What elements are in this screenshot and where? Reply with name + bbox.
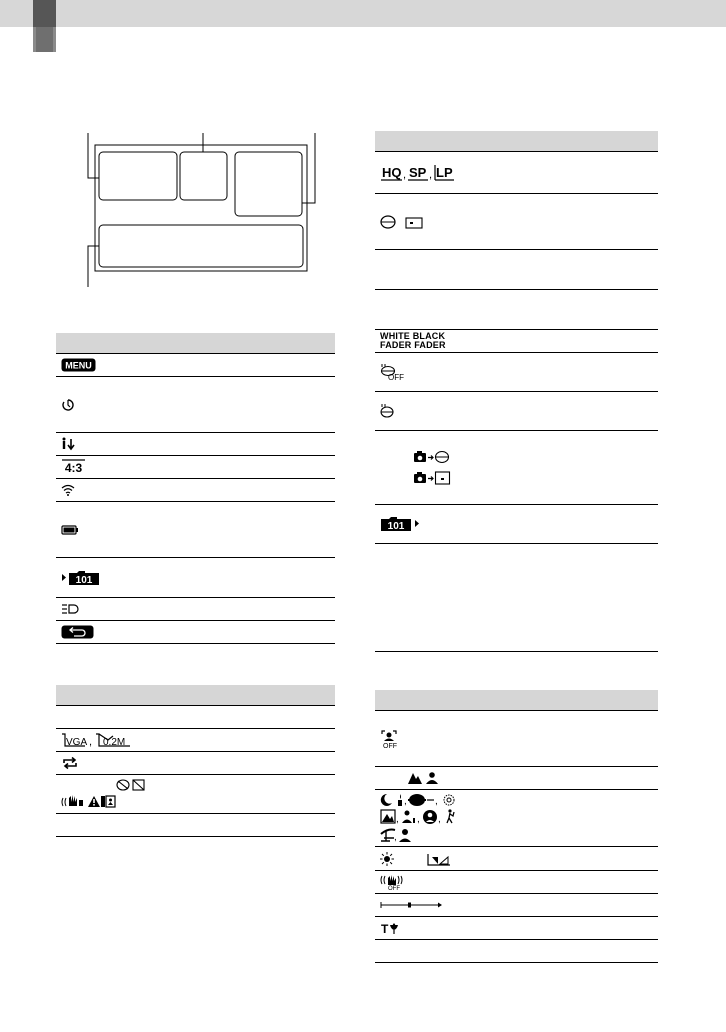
- table-row: [56, 377, 335, 433]
- table-row: [375, 431, 658, 505]
- table-row: [375, 767, 658, 790]
- table-row: [56, 456, 335, 479]
- fader-label-top: WHITE BLACK: [380, 331, 446, 341]
- svg-text:4:3: 4:3: [64, 461, 83, 475]
- table-header: [375, 131, 658, 152]
- table-row: [375, 330, 658, 353]
- upper-left-area: [99, 152, 177, 200]
- table-row: [375, 790, 658, 847]
- table-row: [56, 814, 335, 837]
- scene-selection-icons: [380, 792, 480, 844]
- steadyshot-off-icon: [380, 874, 406, 890]
- table-row: [56, 621, 335, 644]
- table-row: [375, 871, 658, 894]
- svg-text:HQ: HQ: [382, 164, 402, 180]
- svg-text:OFF: OFF: [388, 373, 404, 382]
- table-row: [375, 894, 658, 917]
- battery-icon: [61, 525, 79, 535]
- center-area: [180, 152, 227, 200]
- recording-mode-icon: [380, 164, 458, 182]
- recording-folder-icon: [380, 516, 422, 532]
- table-header: [56, 333, 335, 354]
- svg-text:,: ,: [404, 796, 407, 807]
- svg-text:,: ,: [89, 736, 93, 748]
- svg-text:MENU: MENU: [65, 360, 92, 371]
- disc-off-icon: [380, 363, 402, 381]
- recording-media-icon: [380, 214, 432, 230]
- protect-and-warning-icons: [61, 778, 151, 810]
- table-row: [56, 752, 335, 775]
- svg-text:,: ,: [394, 832, 397, 843]
- upper-right-area: [235, 152, 302, 216]
- svg-text:,: ,: [438, 814, 441, 825]
- menu-button-icon: [61, 358, 97, 372]
- face-detection-off-icon: [380, 729, 400, 749]
- callout-upper-left: [88, 133, 99, 178]
- table-row: [375, 353, 658, 392]
- svg-text:,: ,: [396, 814, 399, 825]
- focus-bar-icon: [380, 900, 444, 910]
- playback-folder-icon: [61, 570, 101, 586]
- bottom-area: [99, 225, 303, 267]
- table-row: [56, 354, 335, 377]
- svg-text:,: ,: [429, 168, 433, 181]
- table-row: [56, 775, 335, 814]
- light-icon: [61, 603, 79, 615]
- right-indicator-table-2: [375, 690, 658, 963]
- table-row: [56, 729, 335, 752]
- lcd-screen-outline: [95, 145, 307, 271]
- callout-upper-right: [302, 133, 315, 203]
- table-row: [375, 711, 658, 767]
- table-row: [56, 479, 335, 502]
- svg-text:,: ,: [435, 796, 438, 807]
- fader-icon: [380, 332, 658, 350]
- disc-finalize-icon: [380, 403, 396, 419]
- tele-macro-icon: [380, 921, 402, 935]
- table-row: [375, 392, 658, 431]
- svg-text:101: 101: [75, 574, 93, 586]
- white-balance-icons: [380, 851, 460, 867]
- left-indicator-table-2: [56, 685, 335, 837]
- svg-text:SP: SP: [409, 164, 427, 180]
- face-index-icon: [61, 437, 77, 451]
- table-row: [56, 558, 335, 598]
- svg-text:VGA: VGA: [66, 737, 88, 748]
- table-row: [375, 917, 658, 940]
- fader-label-bottom: FADER FADER: [380, 340, 446, 350]
- return-button-icon: [61, 625, 95, 639]
- table-header: [56, 685, 335, 706]
- table-row: [375, 290, 658, 330]
- table-row: [56, 598, 335, 621]
- svg-text:,: ,: [417, 814, 420, 825]
- photo-destination-icon: [412, 448, 492, 488]
- table-header: [375, 690, 658, 711]
- table-row: [375, 152, 658, 194]
- table-row: [56, 502, 335, 558]
- self-timer-icon: [61, 398, 75, 412]
- svg-text:T: T: [381, 922, 389, 936]
- svg-text:LP: LP: [436, 164, 453, 180]
- table-row: [375, 847, 658, 871]
- table-row: [56, 706, 335, 729]
- repeat-icon: [61, 756, 79, 770]
- svg-text:,: ,: [403, 168, 407, 181]
- table-row: [375, 250, 658, 290]
- callout-bottom: [88, 246, 99, 287]
- table-row: [375, 505, 658, 544]
- image-size-icon: [61, 732, 141, 748]
- table-row: [375, 194, 658, 250]
- wide-select-icon: [61, 459, 87, 475]
- scene-icon: [380, 770, 444, 786]
- wireless-signal-icon: [61, 484, 75, 496]
- left-indicator-table-1: [56, 333, 335, 644]
- svg-text:OFF: OFF: [383, 742, 397, 750]
- svg-text:OFF: OFF: [388, 886, 400, 892]
- svg-text:101: 101: [387, 521, 405, 532]
- table-row: [56, 433, 335, 456]
- table-row: [375, 544, 658, 652]
- table-row: [375, 940, 658, 963]
- right-indicator-table-1: [375, 131, 658, 652]
- svg-text:0.2M: 0.2M: [103, 737, 126, 748]
